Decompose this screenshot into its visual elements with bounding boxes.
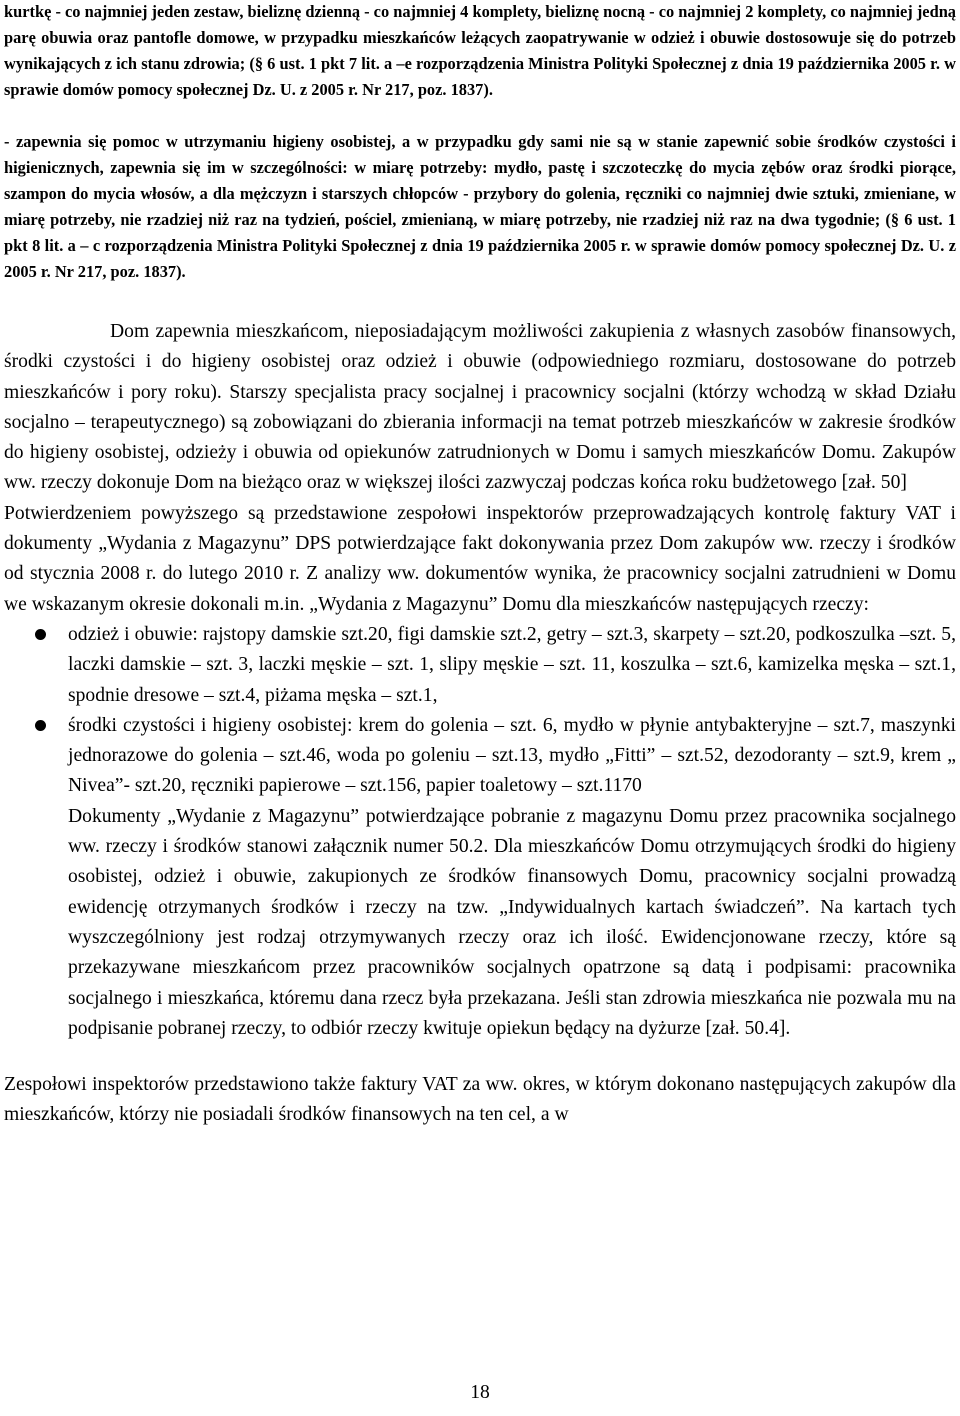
confirmation-paragraph: Potwierdzeniem powyższego są przedstawione zespołowi inspektorów przeprowadzających kontrolę faktury VAT i dokumenty „Wydania z Magazynu” DPS potwierdzające fakt dokonywania przez Dom zakupów ww. rzeczy i środków od stycznia 2008 r. do lutego 2010 r. Z analizy ww. dokumentów wynika, że pracownicy socjalni zatrudnieni w Domu we wskazanym okresie dokonali m.in. „Wydania z Magazynu” Domu dla mieszkańców następujących rzeczy: (4, 502, 956, 615)
document-page (4, 0, 956, 1131)
documents-paragraph: Dokumenty „Wydanie z Magazynu” potwierdzające pobranie z magazynu Domu przez pracownika socjalnego ww. rzeczy i środków stanowi załącznik numer 50.2. Dla mieszkańców Domu otrzymujących środki do higieny osobistej, odzież i obuwie, zakupionych ze środków finansowych Domu, pracownicy socjalni prowadzą ewidencję otrzymanych środków i rzeczy na tzw. „Indywidualnych kartach świadczeń”. Na kartach tych wyszczególniony jest rodzaj otrzymywanych rzeczy oraz ich ilość. Ewidencjonowane rzeczy, które są przekazywane mieszkańcom przez pracowników socjalnych opatrzone są datą i podpisami: pracownika socjalnego i mieszkańca, któremu dana rzecz była przekazana. Jeśli stan zdrowia mieszkańca nie pozwala mu na podpisanie pobranej rzeczy, to odbiór rzeczy kwituje opiekun będący na dyżurze [zał. 50.4]. (68, 805, 956, 1039)
main-paragraph: Dom zapewnia mieszkańcom, nieposiadającym możliwości zakupienia z własnych zasobów finansowych, środki czystości i do higieny osobistej oraz odzież i obuwie (odpowiedniego rozmiaru, dostosowane do potrzeb mieszkańców i pory roku). Starszy specjalista pracy socjalnej i pracownicy socjalni (którzy wchodzą w skład Działu socjalno – terapeutycznego) są zobowiązani do zbierania informacji na temat potrzeb mieszkańców w zakresie środków do higieny osobistej, odzieży i obuwia od opiekunów zatrudnionych w Domu i samych mieszkańców Domu. Zakupów ww. rzeczy dokonuje Dom na bieżąco oraz w większej ilości zazwyczaj podczas końca roku budżetowego [zał. 50] (4, 321, 956, 494)
items-list (4, 620, 956, 802)
hygiene-regulation-paragraph: - zapewnia się pomoc w utrzymaniu higieny osobistej, a w przypadku gdy sami nie są w stanie zapewnić sobie środków czystości i higienicznych, zapewnia się im w szczególności: w miarę potrzeby: mydło, pastę i szczoteczkę do mycia zębów oraz środki piorące, szampon do mycia włosów, a dla mężczyzn i starszych chłopców - przybory do golenia, ręczniki co najmniej dwie sztuki, zmieniane, w miarę potrzeby, nie rzadziej niż raz na tydzień, pościel, zmienianą, w miarę potrzeby, nie rzadziej niż raz na dwa tygodnie; (§ 6 ust. 1 pkt 8 lit. a – c rozporządzenia Ministra Polityki Społecznej z dnia 19 października 2005 r. w sprawie domów pomocy społecznej Dz. U. z 2005 r. Nr 217, poz. 1837). (4, 132, 956, 281)
intro-regulation-paragraph: kurtkę - co najmniej jeden zestaw, bieliznę dzienną - co najmniej 4 komplety, bieliznę nocną - co najmniej 2 komplety, co najmniej jedną parę obuwia oraz pantofle domowe, w przypadku mieszkańców leżących zaopatrywanie w odzież i obuwie dostosowuje się do potrzeb wynikających z ich stanu zdrowia; (§ 6 ust. 1 pkt 7 lit. a –e rozporządzenia Ministra Polityki Społecznej z dnia 19 października 2005 r. w sprawie domów pomocy społecznej Dz. U. z 2005 r. Nr 217, poz. 1837). (4, 2, 956, 99)
final-paragraph: Zespołowi inspektorów przedstawiono także faktury VAT za ww. okres, w którym dokonano następujących zakupów dla mieszkańców, którzy nie posiadali środków finansowych na ten cel, a w (4, 1074, 956, 1126)
list-item-text: środki czystości i higieny osobistej: krem do golenia – szt. 6, mydło w płynie antybakteryjne – szt.7, maszynki jednorazowe do golenia – szt.46, woda po goleniu – szt.13, mydło „Fitti” – szt.52, dezodoranty – szt.9, krem „ Nivea”- szt.20, ręczniki papierowe – szt.156, papier toaletowy – szt.1170 (68, 714, 956, 797)
list-item (4, 620, 956, 711)
list-item-text: odzież i obuwie: rajstopy damskie szt.20, figi damskie szt.2, getry – szt.3, skarpety – szt.20, podkoszulka –szt. 5, laczki damskie – szt. 3, laczki męskie – szt. 1, slipy męskie – szt. 11, koszulka – szt.6, kamizelka męska – szt.1, spodnie dresowe – szt.4, piżama męska – szt.1, (68, 623, 956, 706)
bullet-icon (35, 629, 46, 640)
list-item (4, 711, 956, 802)
page-number: 18 (470, 1382, 490, 1403)
bullet-icon (35, 720, 46, 731)
